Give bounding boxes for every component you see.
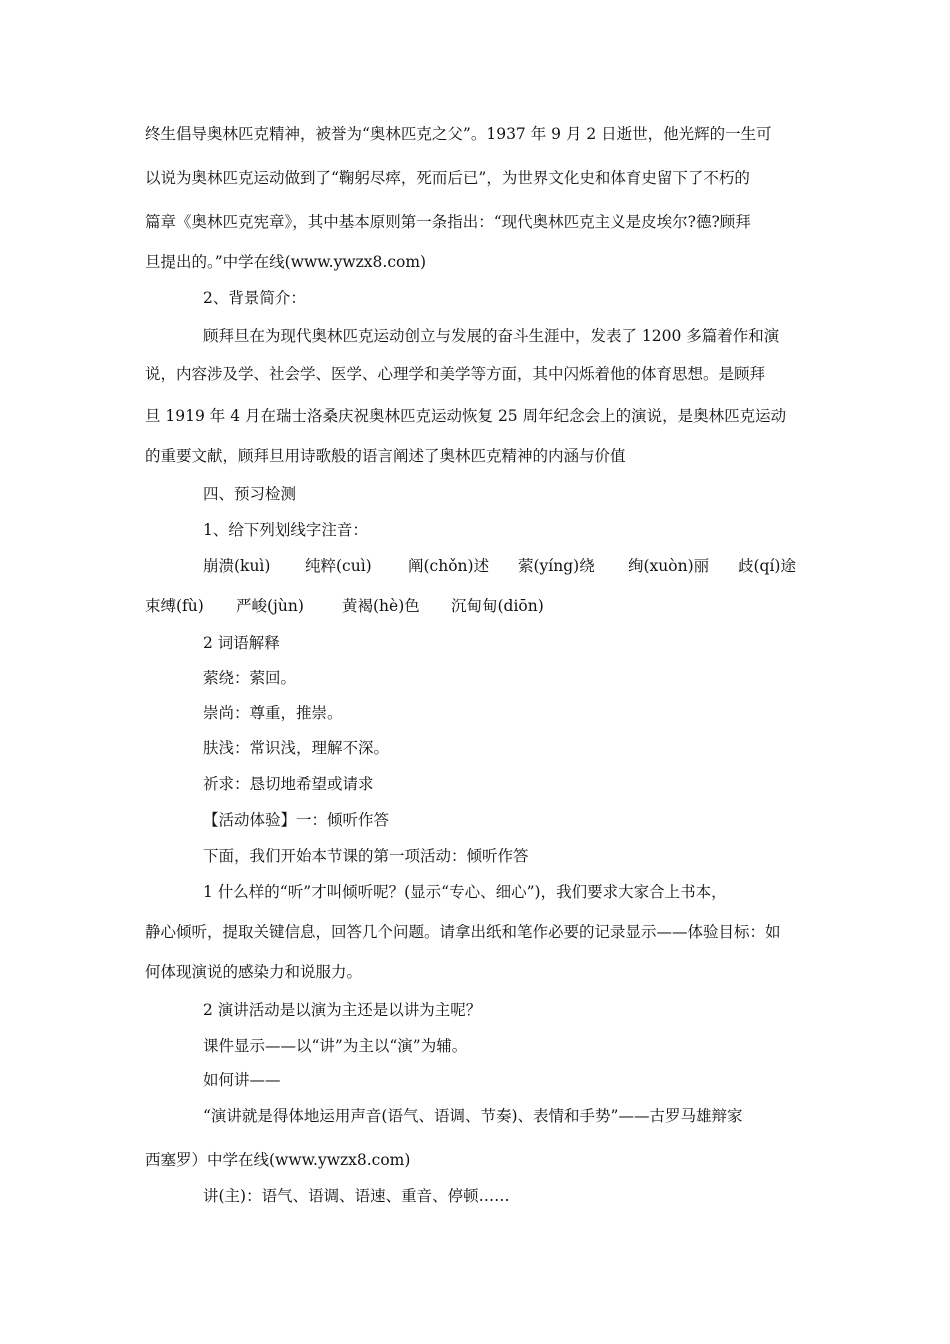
pinyin-item: 歧(qí)途: [738, 557, 796, 575]
quote-line: “演讲就是得体地运用声音(语气、语调、节奏)、表情和手势”——古罗马雄辩家: [203, 1107, 743, 1125]
pinyin-item: 绚(xuòn)丽: [628, 557, 710, 575]
activity-item-line: 静心倾听，提取关键信息，回答几个问题。请拿出纸和笔作必要的记录显示——体验目标：如: [145, 923, 781, 941]
definition-item: 肤浅：常识浅，理解不深。: [203, 739, 390, 757]
pinyin-item: 严峻(jùn): [236, 597, 304, 615]
intro-line: 以说为奥林匹克运动做到了“鞠躬尽瘁，死而后已”，为世界文化史和体育史留下了不朽的: [145, 169, 750, 187]
intro-line: 终生倡导奥林匹克精神，被誉为“奥林匹克之父”。1937 年 9 月 2 日逝世，他光辉的一生可: [145, 125, 772, 143]
pinyin-item: 阐(chǒn)述: [408, 557, 490, 575]
background-line: 旦 1919 年 4 月在瑞士洛桑庆祝奥林匹克运动恢复 25 周年纪念会上的演说，是奥林匹克运动: [145, 407, 787, 425]
question-heading: 2 词语解释: [203, 634, 280, 652]
definition-item: 萦绕：萦回。: [203, 669, 297, 687]
speak-line: 讲(主)：语气、语调、语速、重音、停顿……: [203, 1187, 510, 1205]
section-heading-background: 2、背景简介：: [203, 289, 306, 307]
pinyin-item: 黄褐(hè)色: [342, 597, 420, 615]
pinyin-item: 沉甸甸(diōn): [451, 597, 544, 615]
intro-line: 篇章《奥林匹克宪章》，其中基本原则第一条指出：“现代奥林匹克主义是皮埃尔?德?顾拜: [145, 213, 751, 231]
courseware-line: 课件显示——以“讲”为主以“演”为辅。: [203, 1037, 468, 1055]
section-heading-activity: 【活动体验】一：倾听作答: [203, 811, 390, 829]
activity-item: 2 演讲活动是以演为主还是以讲为主呢？: [203, 1001, 482, 1019]
pinyin-item: 纯粹(cuì): [305, 557, 372, 575]
how-line: 如何讲——: [203, 1071, 281, 1089]
background-line: 顾拜旦在为现代奥林匹克运动创立与发展的奋斗生涯中，发表了 1200 多篇着作和演: [203, 327, 780, 345]
pinyin-item: 萦(yíng)绕: [518, 557, 595, 575]
question-heading: 1、给下列划线字注音：: [203, 521, 368, 539]
section-heading-preview: 四、预习检测: [203, 485, 297, 503]
pinyin-item: 束缚(fù): [145, 597, 204, 615]
background-line: 的重要文献，顾拜旦用诗歌般的语言阐述了奥林匹克精神的内涵与价值: [145, 447, 626, 465]
pinyin-item: 崩溃(kuì): [203, 557, 271, 575]
intro-line: 旦提出的。”中学在线(www.ywzx8.com): [145, 253, 427, 271]
definition-item: 崇尚：尊重，推崇。: [203, 704, 343, 722]
activity-item-line: 何体现演说的感染力和说服力。: [145, 963, 363, 981]
activity-item-line: 1 什么样的“听”才叫倾听呢？(显示“专心、细心”)，我们要求大家合上书本，: [203, 883, 727, 901]
definition-item: 祈求：恳切地希望或请求: [203, 775, 374, 793]
background-line: 说，内容涉及学、社会学、医学、心理学和美学等方面，其中闪烁着他的体育思想。是顾拜: [145, 365, 766, 383]
activity-intro: 下面，我们开始本节课的第一项活动：倾听作答: [203, 847, 529, 865]
quote-line: 西塞罗）中学在线(www.ywzx8.com): [145, 1151, 411, 1169]
